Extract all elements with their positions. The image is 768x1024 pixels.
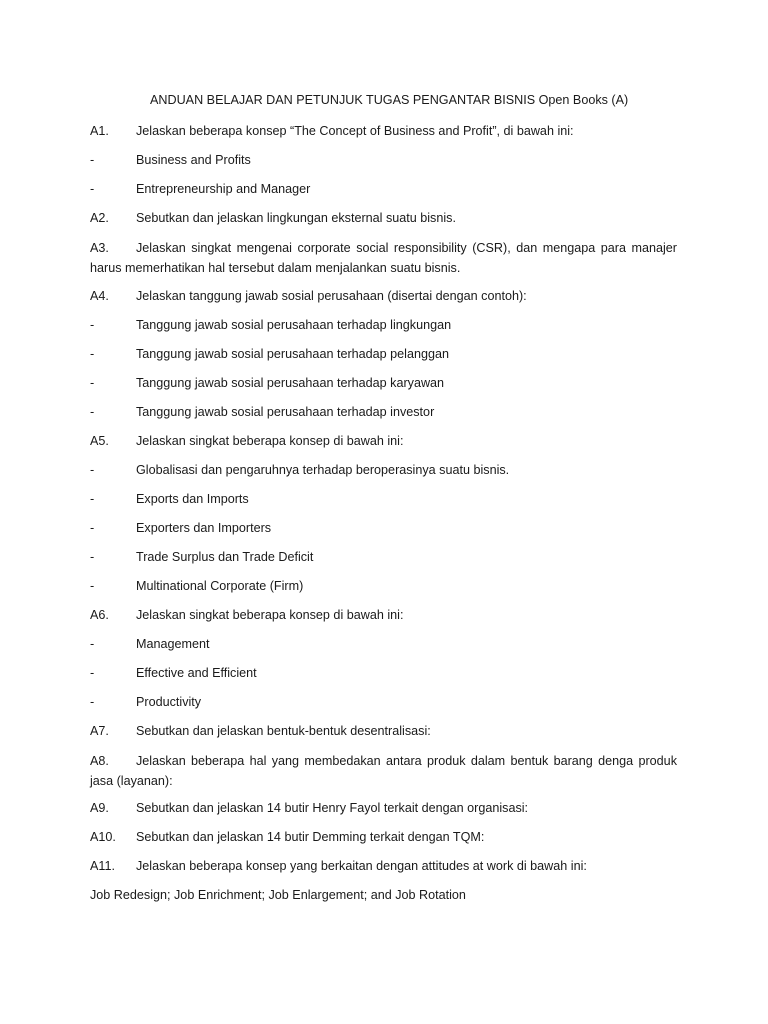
item-label: A4.	[90, 289, 109, 303]
item-text: Jelaskan singkat mengenai corporate social responsibility (CSR), dan mengapa para manajer harus memerhatikan hal tersebut dalam menjalankan suatu bisnis.	[90, 241, 677, 275]
item-text: Sebutkan dan jelaskan lingkungan eksternal suatu bisnis.	[136, 211, 456, 225]
question-item	[90, 721, 677, 741]
item-text: Sebutkan dan jelaskan 14 butir Henry Fayol terkait dengan organisasi:	[136, 801, 529, 815]
bullet-item	[90, 150, 677, 170]
bullet-item	[90, 576, 677, 596]
bullet-item	[90, 315, 677, 335]
item-text: Trade Surplus dan Trade Deficit	[136, 550, 314, 564]
item-text: Jelaskan tanggung jawab sosial perusahaan (disertai dengan contoh):	[136, 289, 527, 303]
item-text: Exporters dan Importers	[136, 521, 272, 535]
question-item	[90, 798, 677, 818]
item-text: Globalisasi dan pengaruhnya terhadap beroperasinya suatu bisnis.	[136, 463, 510, 477]
item-text: Jelaskan beberapa konsep yang berkaitan dengan attitudes at work di bawah ini:	[136, 859, 587, 873]
bullet-item	[90, 179, 677, 199]
item-text: Sebutkan dan jelaskan bentuk-bentuk desentralisasi:	[136, 724, 431, 738]
item-label: -	[90, 182, 95, 196]
question-item	[90, 121, 677, 141]
item-label: -	[90, 492, 95, 506]
document-title: ANDUAN BELAJAR DAN PETUNJUK TUGAS PENGANTAR BISNIS Open Books (A)	[150, 93, 629, 107]
bullet-item	[90, 344, 677, 364]
bullet-item	[90, 460, 677, 480]
item-text: Tanggung jawab sosial perusahaan terhadap lingkungan	[136, 318, 452, 332]
item-label: -	[90, 463, 95, 477]
item-text: Jelaskan beberapa hal yang membedakan antara produk dalam bentuk barang denga produk jasa (layanan):	[90, 754, 677, 788]
question-item	[90, 827, 677, 847]
bullet-item	[90, 634, 677, 654]
item-text: Multinational Corporate (Firm)	[136, 579, 304, 593]
item-text: Tanggung jawab sosial perusahaan terhadap karyawan	[136, 376, 445, 390]
item-text: Business and Profits	[136, 153, 251, 167]
item-label: A8.	[90, 754, 109, 768]
question-item	[90, 286, 677, 306]
question-item	[90, 431, 677, 451]
item-label: A6.	[90, 608, 109, 622]
bullet-item	[90, 402, 677, 422]
item-text: Exports dan Imports	[136, 492, 249, 506]
question-item	[90, 856, 677, 876]
item-text: Management	[136, 637, 210, 651]
question-item	[90, 208, 677, 228]
item-label: -	[90, 376, 95, 390]
item-text: Jelaskan singkat beberapa konsep di bawah ini:	[136, 608, 404, 622]
bullet-item	[90, 692, 677, 712]
item-label: A7.	[90, 724, 109, 738]
question-item	[90, 751, 677, 791]
item-label: -	[90, 579, 95, 593]
bullet-item	[90, 518, 677, 538]
item-text: Tanggung jawab sosial perusahaan terhadap pelanggan	[136, 347, 449, 361]
item-label: -	[90, 521, 95, 535]
item-text: Productivity	[136, 695, 202, 709]
item-label: -	[90, 347, 95, 361]
item-label: A5.	[90, 434, 109, 448]
item-text: Jelaskan singkat beberapa konsep di bawah ini:	[136, 434, 404, 448]
concept-list-line: Job Redesign; Job Enrichment; Job Enlargement; and Job Rotation	[90, 888, 466, 902]
item-label: A2.	[90, 211, 109, 225]
item-text: Entrepreneurship and Manager	[136, 182, 311, 196]
item-label: -	[90, 666, 95, 680]
bullet-item	[90, 547, 677, 567]
item-text: Sebutkan dan jelaskan 14 butir Demming terkait dengan TQM:	[136, 830, 485, 844]
question-item	[90, 605, 677, 625]
item-label: -	[90, 637, 95, 651]
item-label: -	[90, 318, 95, 332]
bullet-item	[90, 489, 677, 509]
item-label: A9.	[90, 801, 109, 815]
item-label: -	[90, 405, 95, 419]
item-label: -	[90, 695, 95, 709]
item-label: A3.	[90, 241, 109, 255]
item-label: A1.	[90, 124, 109, 138]
item-label: -	[90, 550, 95, 564]
item-label: -	[90, 153, 95, 167]
item-text: Jelaskan beberapa konsep “The Concept of Business and Profit”, di bawah ini:	[136, 124, 574, 138]
item-label: A11.	[90, 859, 115, 873]
item-label: A10.	[90, 830, 116, 844]
item-text: Effective and Efficient	[136, 666, 257, 680]
bullet-item	[90, 663, 677, 683]
bullet-item	[90, 373, 677, 393]
question-item	[90, 238, 677, 278]
item-text: Tanggung jawab sosial perusahaan terhadap investor	[136, 405, 435, 419]
